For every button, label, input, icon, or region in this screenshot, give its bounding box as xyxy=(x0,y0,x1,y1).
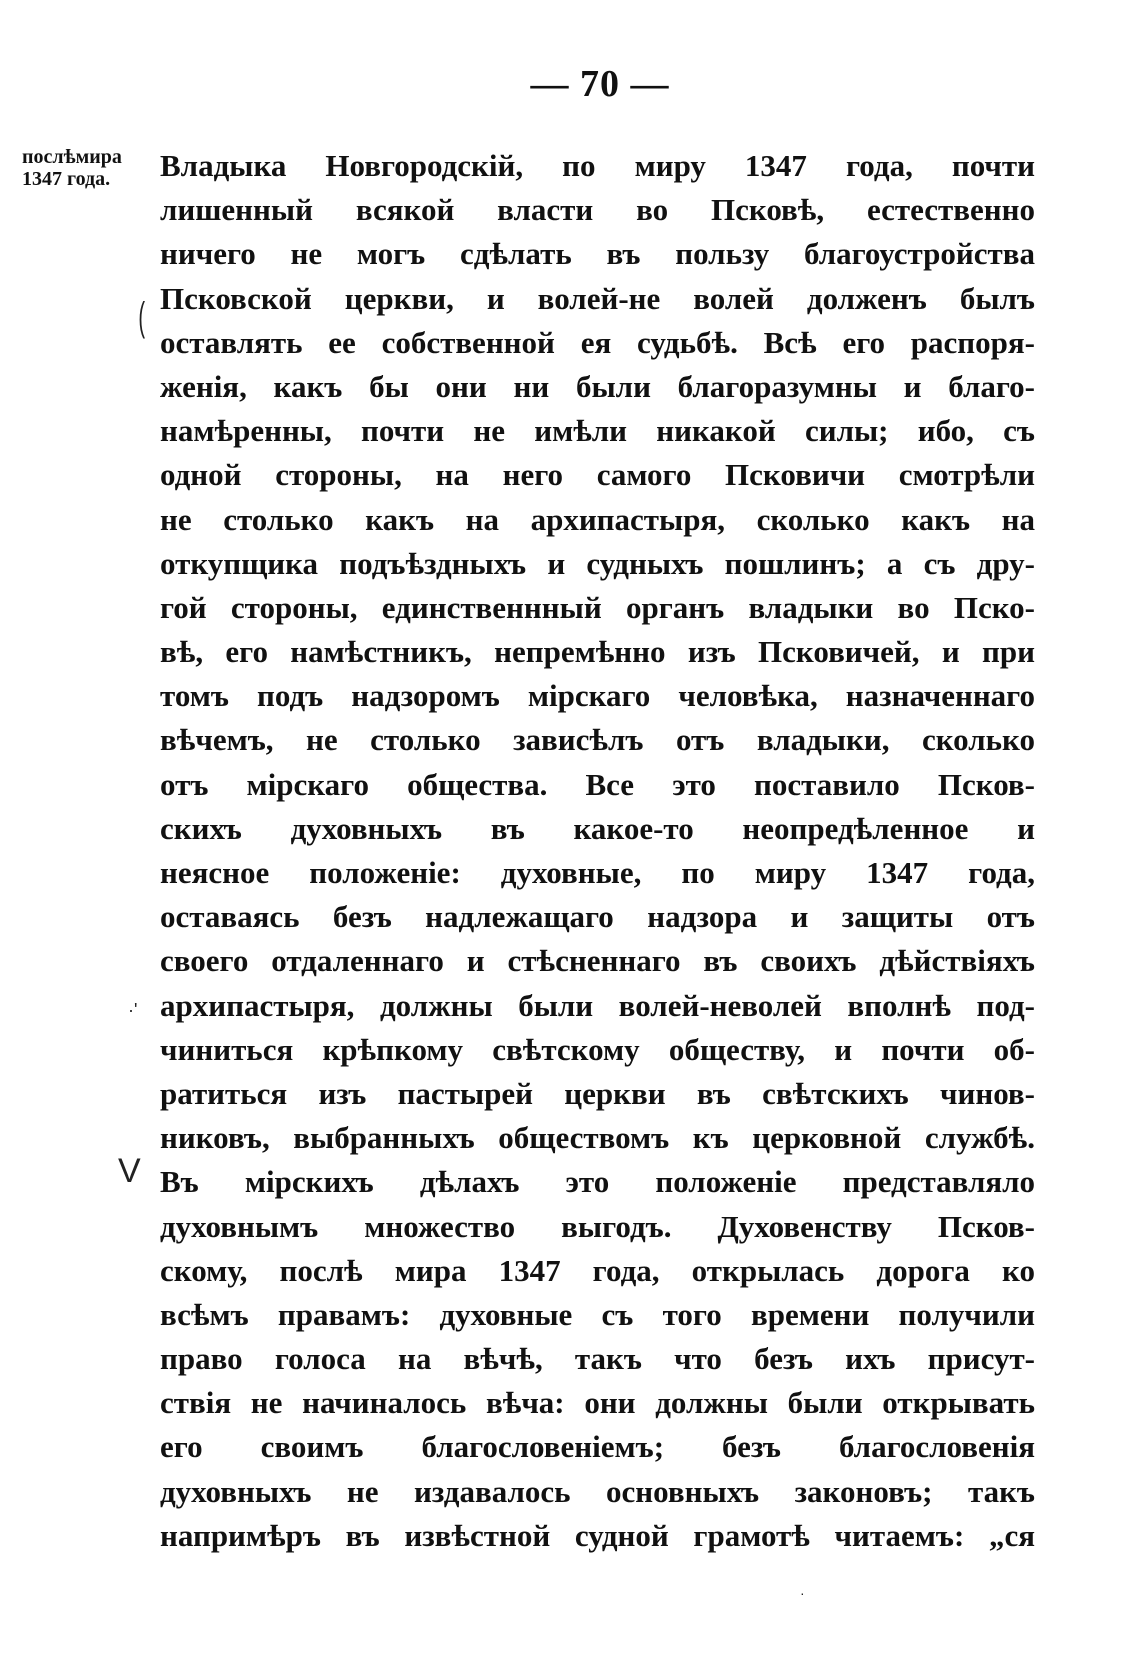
margin-note-line-2: 1347 года. xyxy=(22,168,111,190)
text-line: своего отдаленнаго и стѣсненнаго въ своихъ дѣйствіяхъ xyxy=(160,943,1035,979)
text-line: оставлять ее собственной ея судьбѣ. Всѣ его распоря- xyxy=(160,324,1035,360)
text-line: женія, какъ бы они ни были благоразумны и благо- xyxy=(160,368,1035,404)
margin-note-line-1: послѣмира xyxy=(22,146,122,168)
text-line: откупщика подъѣздныхъ и судныхъ пошлинъ; а съ дру- xyxy=(160,545,1035,581)
text-line: духовнымъ множество выгодъ. Духовенству Псков- xyxy=(160,1208,1035,1244)
text-line: духовныхъ не издавалось основныхъ законовъ; такъ xyxy=(160,1473,1035,1509)
text-line: ратиться изъ пастырей церкви въ свѣтскихъ чинов- xyxy=(160,1075,1035,1111)
text-line: напримѣръ въ извѣстной судной грамотѣ читаемъ: „ся xyxy=(160,1517,1035,1553)
text-line: скихъ духовныхъ въ какое-то неопредѣленное и xyxy=(160,810,1035,846)
text-line: архипастыря, должны были волей-неволей вполнѣ под- xyxy=(160,987,1035,1023)
text-line: отъ мірскаго общества. Все это поставило Псков- xyxy=(160,766,1035,802)
text-line: лишенный всякой власти во Псковѣ, естественно xyxy=(160,192,1035,228)
text-line: никовъ, выбранныхъ обществомъ къ церковной службѣ. xyxy=(160,1120,1035,1156)
text-line: гой стороны, единственнный органъ владыки во Пско- xyxy=(160,589,1035,625)
pencil-dot-mark: · xyxy=(800,1585,805,1601)
pencil-check-mark: V xyxy=(118,1152,141,1190)
text-line: ствія не начиналось вѣча: они должны были открывать xyxy=(160,1385,1035,1421)
text-line: право голоса на вѣчѣ, такъ что безъ ихъ присут- xyxy=(160,1341,1035,1377)
text-line: Владыка Новгородскій, по миру 1347 года, почти xyxy=(160,148,1035,183)
text-line: одной стороны, на него самого Псковичи смотрѣли xyxy=(160,457,1035,493)
text-line: намѣренны, почти не имѣли никакой силы; ибо, съ xyxy=(160,413,1035,449)
text-line: оставаясь безъ надлежащаго надзора и защиты отъ xyxy=(160,899,1035,935)
pencil-dots-mark: ·' xyxy=(128,1000,138,1020)
pencil-bracket-mark: ( xyxy=(138,295,145,339)
text-line: не столько какъ на архипастыря, сколько какъ на xyxy=(160,501,1035,537)
text-line: скому, послѣ мира 1347 года, открылась дорога ко xyxy=(160,1252,1035,1288)
text-line: Въ мірскихъ дѣлахъ это положеніе представляло xyxy=(160,1164,1035,1200)
text-line: томъ подъ надзоромъ мірскаго человѣка, назначеннаго xyxy=(160,678,1035,714)
margin-note xyxy=(22,146,162,190)
page-number: — 70 — xyxy=(530,63,670,105)
text-line: его своимъ благословеніемъ; безъ благословенія xyxy=(160,1429,1035,1465)
text-line: вѣчемъ, не столько зависѣлъ отъ владыки, сколько xyxy=(160,722,1035,758)
text-line: неясное положеніе: духовные, по миру 1347 года, xyxy=(160,855,1035,890)
text-line: всѣмъ правамъ: духовные съ того времени получили xyxy=(160,1296,1035,1332)
text-line: вѣ, его намѣстникъ, непремѣнно изъ Псковичей, и при xyxy=(160,634,1035,670)
text-line: чиниться крѣпкому свѣтскому обществу, и почти об- xyxy=(160,1031,1035,1067)
text-line: Псковской церкви, и волей-не волей долженъ былъ xyxy=(160,280,1035,316)
body-text xyxy=(160,144,1035,1558)
text-line: ничего не могъ сдѣлать въ пользу благоустройства xyxy=(160,236,1035,272)
